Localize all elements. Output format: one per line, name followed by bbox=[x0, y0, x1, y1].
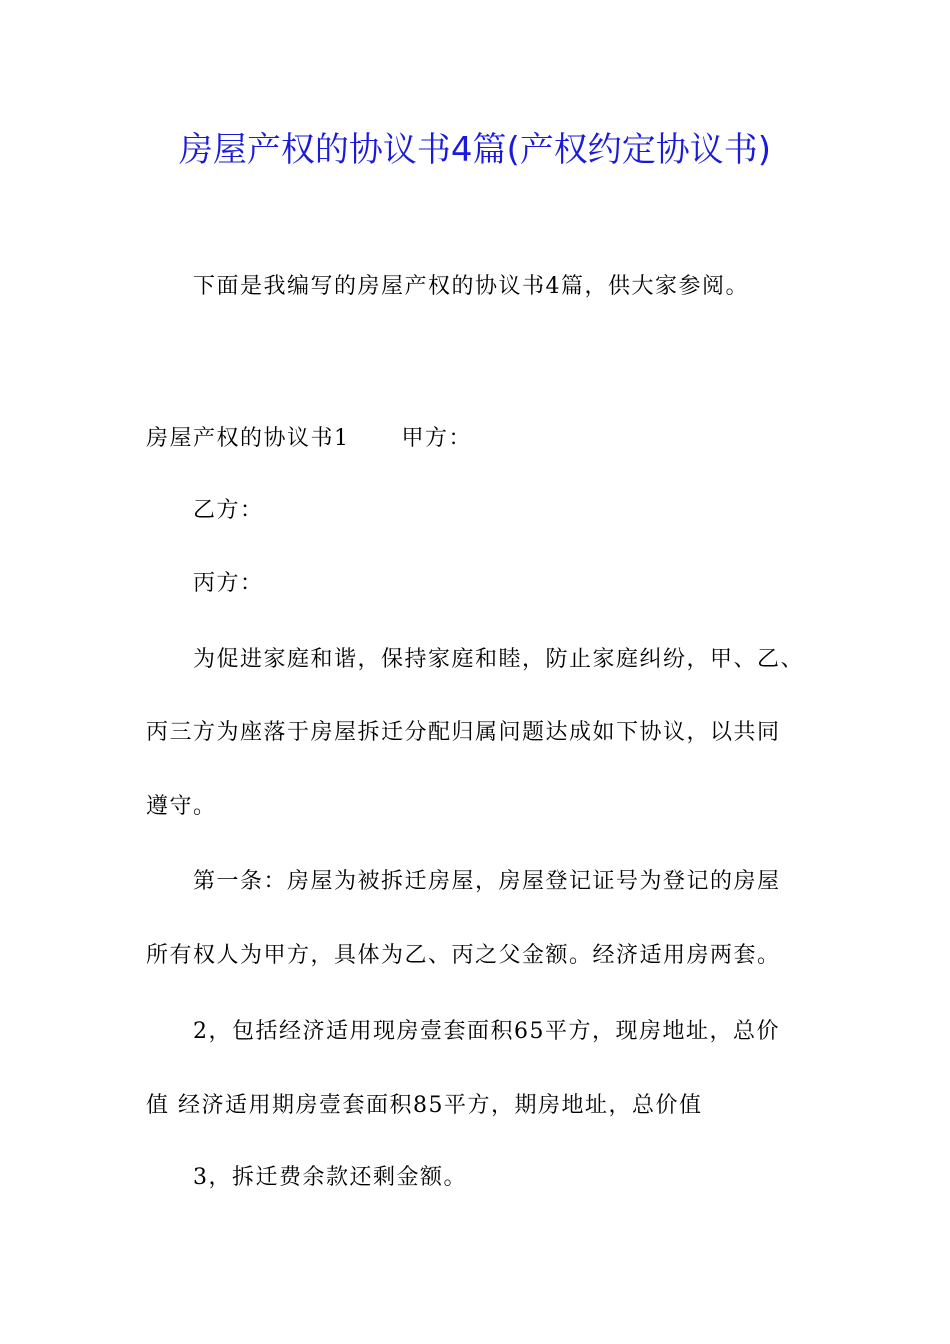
paragraph-3-line-2: 值 经济适用期房壹套面积85平方，期房地址，总价值 bbox=[146, 1093, 703, 1118]
document-title: 房屋产权的协议书4篇(产权约定协议书) bbox=[178, 130, 772, 170]
paragraph-1-line-3: 遵守。 bbox=[146, 794, 217, 819]
section-heading-line bbox=[146, 424, 472, 454]
intro-paragraph: 下面是我编写的房屋产权的协议书4篇，供大家参阅。 bbox=[193, 274, 749, 299]
party-a-label: 甲方： bbox=[401, 426, 473, 451]
party-c-label: 丙方： bbox=[193, 571, 264, 596]
paragraph-1-line-2: 丙三方为座落于房屋拆迁分配归属问题达成如下协议，以共同 bbox=[146, 720, 781, 745]
paragraph-2-line-1: 第一条：房屋为被拆迁房屋，房屋登记证号为登记的房屋 bbox=[193, 869, 781, 894]
paragraph-3-line-1: 2，包括经济适用现房壹套面积65平方，现房地址，总价 bbox=[193, 1019, 780, 1044]
paragraph-4-line-1: 3，拆迁费余款还剩金额。 bbox=[193, 1165, 467, 1190]
paragraph-2-line-2: 所有权人为甲方，具体为乙、丙之父金额。经济适用房两套。 bbox=[146, 943, 781, 968]
paragraph-1-line-1: 为促进家庭和谐，保持家庭和睦，防止家庭纠纷，甲、乙、 bbox=[193, 647, 805, 672]
section-heading: 房屋产权的协议书1 bbox=[146, 426, 350, 451]
party-b-label: 乙方： bbox=[193, 498, 264, 523]
